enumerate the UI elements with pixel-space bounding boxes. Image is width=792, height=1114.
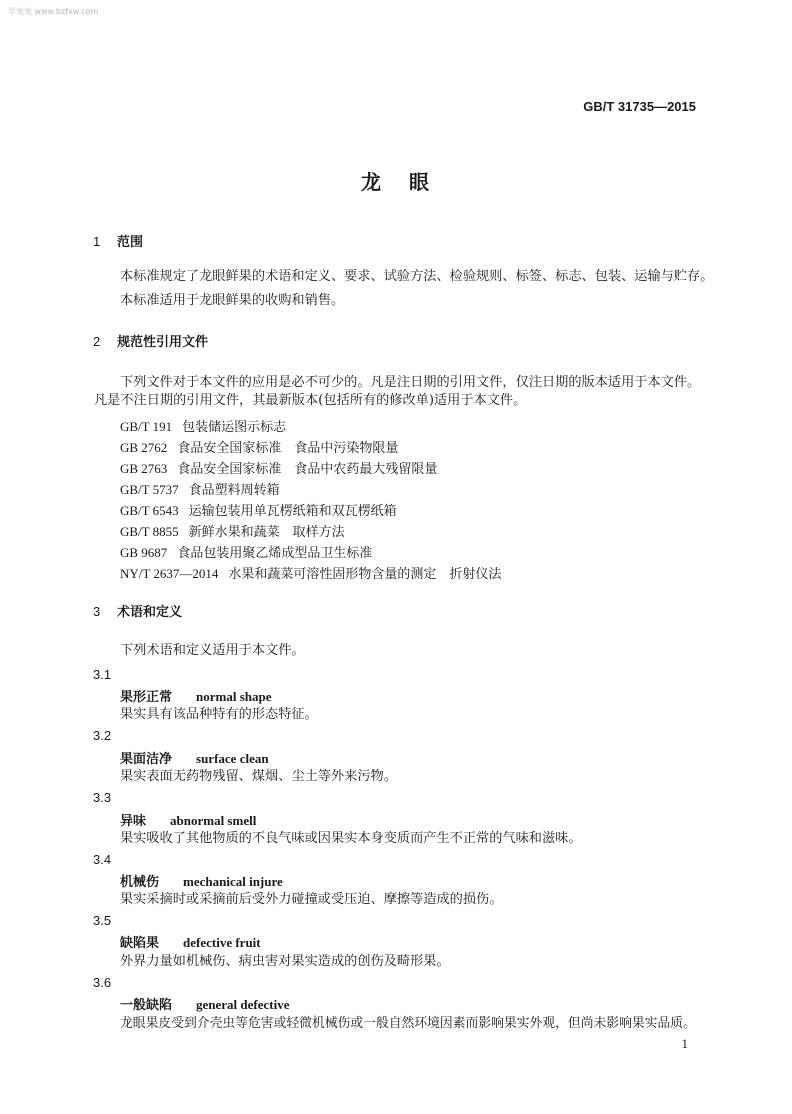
document-title xyxy=(0,166,792,195)
term-definition: 果实具有该品种特有的形态特征。 xyxy=(120,707,318,722)
section-2-heading xyxy=(93,333,208,352)
reference-code: GB 2763 xyxy=(120,461,168,476)
reference-item xyxy=(120,500,397,519)
term-heading xyxy=(120,994,290,1013)
reference-item xyxy=(120,479,280,498)
term-zh: 一般缺陷 xyxy=(120,998,173,1013)
reference-name: 水果和蔬菜可溶性固形物含量的测定 折射仪法 xyxy=(228,567,502,582)
term-zh: 果形正常 xyxy=(120,690,173,705)
reference-name: 包装储运图示标志 xyxy=(182,420,287,435)
term-zh: 果面洁净 xyxy=(120,752,173,767)
term-definition: 果实表面无药物残留、煤烟、尘土等外来污物。 xyxy=(120,769,397,784)
reference-item xyxy=(120,416,286,435)
reference-name: 食品塑料周转箱 xyxy=(188,483,280,498)
term-zh: 缺陷果 xyxy=(120,936,160,951)
term-zh: 机械伤 xyxy=(120,875,160,890)
term-heading xyxy=(120,686,272,705)
standard-code: GB/T 31735—2015 xyxy=(583,99,696,114)
reference-item xyxy=(120,542,372,561)
section-3-title: 术语和定义 xyxy=(117,605,183,620)
section-3-intro: 下列术语和定义适用于本文件。 xyxy=(120,643,305,658)
reference-name: 运输包装用单瓦楞纸箱和双瓦楞纸箱 xyxy=(188,504,397,519)
reference-name: 食品包装用聚乙烯成型品卫生标准 xyxy=(177,546,373,561)
term-zh: 异味 xyxy=(120,814,147,829)
term-heading xyxy=(120,810,256,829)
reference-code: GB 2762 xyxy=(120,440,168,455)
term-number: 3.2 xyxy=(93,728,112,743)
term-number: 3.5 xyxy=(93,913,112,928)
term-number: 3.6 xyxy=(93,975,112,990)
section-3-number: 3 xyxy=(93,604,101,619)
page-number: 1 xyxy=(681,1036,688,1051)
term-heading xyxy=(120,871,283,890)
term-en: surface clean xyxy=(196,751,269,766)
term-heading xyxy=(120,748,269,767)
term-heading xyxy=(120,932,261,951)
reference-item xyxy=(120,521,345,540)
term-en: general defective xyxy=(196,997,290,1012)
title-char-2: 眼 xyxy=(409,170,431,194)
section-2-intro: 下列文件对于本文件的应用是必不可少的。凡是注日期的引用文件，仅注日期的版本适用于本文件。凡是不注日期的引用文件，其最新版本(包括所有的修改单)适用于本文件。 xyxy=(94,375,701,408)
term-definition: 果实采摘时或采摘前后受外力碰撞或受压迫、摩擦等造成的损伤。 xyxy=(120,892,503,907)
term-definition: 外界力量如机械伤、病虫害对果实造成的创伤及畸形果。 xyxy=(120,954,450,969)
reference-name: 食品安全国家标准 食品中农药最大残留限量 xyxy=(177,462,438,477)
term-en: abnormal smell xyxy=(170,813,257,828)
term-number: 3.4 xyxy=(93,852,112,867)
section-3-heading xyxy=(93,603,182,622)
section-2-title: 规范性引用文件 xyxy=(117,335,209,350)
reference-code: GB/T 8855 xyxy=(120,524,179,539)
term-number: 3.3 xyxy=(93,790,112,805)
watermark-text: 学兔兔 www.bzfxw.com xyxy=(8,7,99,16)
term-number: 3.1 xyxy=(93,667,112,682)
term-en: mechanical injure xyxy=(183,874,283,889)
reference-code: GB 9687 xyxy=(120,545,168,560)
section-1-title: 范围 xyxy=(117,235,144,250)
reference-name: 新鲜水果和蔬菜 取样方法 xyxy=(188,525,345,540)
title-char-1: 龙 xyxy=(361,170,383,194)
reference-code: GB/T 191 xyxy=(120,419,173,434)
section-1-number: 1 xyxy=(93,234,101,249)
reference-item xyxy=(120,458,437,477)
term-en: normal shape xyxy=(196,689,272,704)
term-en: defective fruit xyxy=(183,935,261,950)
section-1-paragraph-2: 本标准适用于龙眼鲜果的收购和销售。 xyxy=(120,293,345,308)
reference-item xyxy=(120,437,398,456)
term-definition: 龙眼果皮受到介壳虫等危害或轻微机械伤或一般自然环境因素而影响果实外观，但尚未影响果实品质。 xyxy=(120,1016,696,1031)
reference-code: NY/T 2637—2014 xyxy=(120,566,219,581)
section-2-number: 2 xyxy=(93,334,101,349)
reference-name: 食品安全国家标准 食品中污染物限量 xyxy=(177,441,399,456)
section-1-paragraph-1: 本标准规定了龙眼鲜果的术语和定义、要求、试验方法、检验规则、标签、标志、包装、运输与贮存。 xyxy=(120,269,714,284)
reference-item xyxy=(120,563,501,582)
reference-code: GB/T 5737 xyxy=(120,482,179,497)
reference-code: GB/T 6543 xyxy=(120,503,179,518)
term-definition: 果实吸收了其他物质的不良气味或因果实本身变质而产生不正常的气味和滋味。 xyxy=(120,831,582,846)
section-1-heading xyxy=(93,233,143,252)
